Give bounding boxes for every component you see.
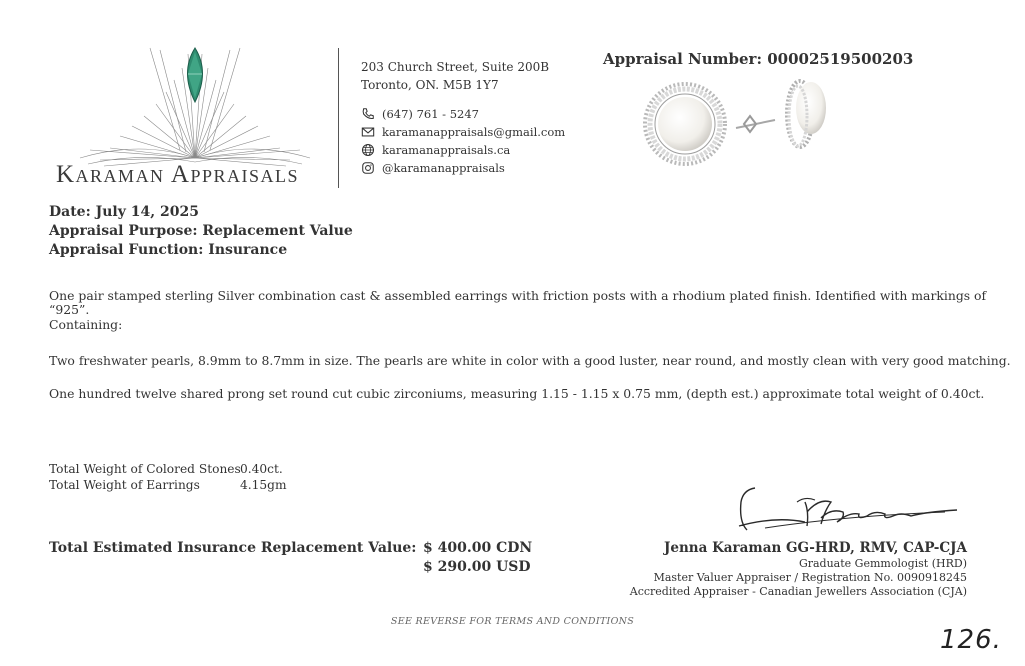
terms-note: SEE REVERSE FOR TERMS AND CONDITIONS (390, 616, 635, 627)
total-value-usd: $ 290.00 USD (423, 559, 531, 575)
colored-stones-weight-label: Total Weight of Colored Stones (49, 462, 241, 476)
pearl-description: Two freshwater pearls, 8.9mm to 8.7mm in size. The pearls are white in color with a good luster, near round, and mostly clean with very good matching. (49, 353, 1011, 368)
globe-icon (361, 143, 375, 157)
email-address: karamanappraisals@gmail.com (382, 125, 566, 139)
page-number: 126. (940, 625, 1002, 655)
earrings-photo (640, 76, 840, 176)
signatory-title-3: Accredited Appraiser - Canadian Jewellers Association (CJA) (629, 585, 967, 598)
signature (735, 482, 960, 540)
contact-phone (361, 107, 479, 121)
website-url: karamanappraisals.ca (382, 143, 511, 157)
company-name: Karaman Appraisals (56, 161, 300, 188)
description-line-2: “925”. (49, 302, 90, 317)
appraisal-number: Appraisal Number: 00002519500203 (603, 50, 914, 68)
signatory-title-2: Master Valuer Appraiser / Registration No. 0090918245 (653, 571, 967, 584)
contact-instagram (361, 161, 505, 175)
description-containing: Containing: (49, 317, 123, 332)
contact-email (361, 125, 565, 139)
description-line-1: One pair stamped sterling Silver combination cast & assembled earrings with friction posts with a rhodium plated finish. Identified with markings of (49, 288, 987, 303)
contact-website (361, 143, 510, 157)
appraisal-function: Appraisal Function: Insurance (49, 242, 288, 258)
colored-stones-weight-value: 0.40ct. (240, 462, 283, 476)
earrings-weight-value: 4.15gm (240, 478, 287, 492)
address-line-2: Toronto, ON. M5B 1Y7 (361, 78, 499, 92)
earring-front (645, 84, 725, 164)
instagram-icon (361, 161, 375, 175)
zirconia-description: One hundred twelve shared prong set round cut cubic zirconiums, measuring 1.15 - 1.15 x 0.75 mm, (depth est.) approximate total weight of 0.40ct. (49, 386, 985, 401)
earring-side (787, 81, 826, 147)
mail-icon (361, 125, 375, 139)
total-value-cdn: $ 400.00 CDN (423, 540, 533, 556)
phone-number: (647) 761 - 5247 (382, 107, 479, 121)
appraisal-date: Date: July 14, 2025 (49, 204, 199, 220)
watermark (430, 300, 450, 351)
signatory-name: Jenna Karaman GG-HRD, RMV, CAP-CJA (664, 540, 967, 556)
header-divider (338, 48, 339, 188)
instagram-handle: @karamanappraisals (382, 161, 505, 175)
appraisal-purpose: Appraisal Purpose: Replacement Value (49, 223, 353, 239)
phone-icon (361, 107, 375, 121)
address-line-1: 203 Church Street, Suite 200B (361, 60, 550, 74)
total-value-label: Total Estimated Insurance Replacement Value: (49, 540, 417, 556)
earrings-weight-label: Total Weight of Earrings (49, 478, 200, 492)
signatory-title-1: Graduate Gemmologist (HRD) (798, 557, 967, 570)
